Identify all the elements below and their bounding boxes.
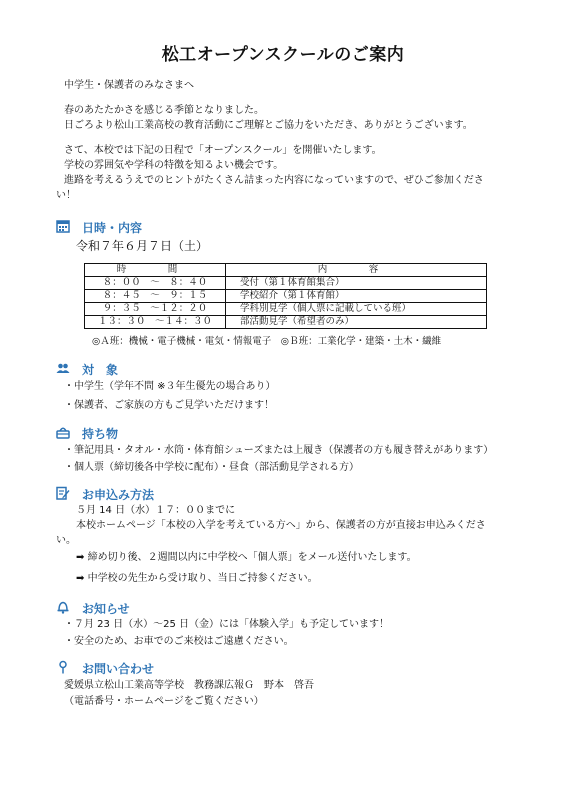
target-item-1: ・中学生（学年不問 ※３年生優先の場合あり） bbox=[64, 381, 276, 392]
apply-heading: お申込み方法 bbox=[82, 488, 155, 502]
body-line-3: 進路を考えるうえでのヒントがたくさん詰まった内容になっていますので、ぜひご参加くださ bbox=[64, 175, 484, 186]
row-time: １３：３０ ～１４：３０ bbox=[85, 316, 226, 329]
body-line-1: さて、本校では下記の日程で「オープンスクール」を開催いたします。 bbox=[64, 145, 382, 156]
notice-item-1: ・７月 23 日（水）～25 日（金）には「体験入学」も予定しています！ bbox=[64, 619, 389, 630]
contact-heading: お問い合わせ bbox=[82, 662, 155, 676]
calendar-icon bbox=[56, 219, 70, 233]
row-content: 学科別見学（個人票に記載している班） bbox=[226, 303, 487, 316]
group-note: ◎Ａ班：機械・電子機械・電気・情報電子 ◎Ｂ班：工業化学・建築・土木・繊維 bbox=[92, 336, 442, 347]
row-time: ８：００ ～ ８：４０ bbox=[85, 277, 226, 290]
row-content: 学校紹介（第１体育館） bbox=[226, 290, 487, 303]
notice-item-2: ・安全のため、お車でのご来校はご遠慮ください。 bbox=[64, 636, 294, 647]
row-time: ９：３５ ～１２：２０ bbox=[85, 303, 226, 316]
arrow-right-icon: ➡ bbox=[76, 573, 85, 584]
bag-icon bbox=[56, 425, 70, 439]
table-row bbox=[85, 316, 487, 329]
apply-step-2: ➡ 中学校の先生から受け取り、当日ご持参ください。 bbox=[76, 573, 318, 584]
intro-line-1: 春のあたたかさを感じる季節となりました。 bbox=[64, 105, 264, 116]
row-content: 受付（第１体育館集合） bbox=[226, 277, 487, 290]
table-row bbox=[85, 303, 487, 316]
header-time: 時 間 bbox=[85, 264, 226, 277]
schedule-heading: 日時・内容 bbox=[82, 221, 143, 235]
form-icon bbox=[56, 486, 70, 500]
belongings-item-1: ・筆記用具・タオル・水筒・体育館シューズまたは上履き（保護者の方も履き替えがあります） bbox=[64, 445, 494, 456]
greeting: 中学生・保護者のみなさまへ bbox=[64, 80, 194, 91]
target-item-2: ・保護者、ご家族の方もご見学いただけます！ bbox=[64, 400, 274, 411]
notice-heading: お知らせ bbox=[82, 602, 130, 616]
table-row bbox=[85, 277, 487, 290]
row-time: ８：４５ ～ ９：１５ bbox=[85, 290, 226, 303]
belongings-heading: 持ち物 bbox=[82, 427, 119, 441]
apply-step-1: ➡ 締め切り後、２週間以内に中学校へ「個人票」をメール送付いたします。 bbox=[76, 552, 417, 563]
intro-line-2: 日ごろより松山工業高校の教育活動にご理解とご協力をいただき、ありがとうございます。 bbox=[64, 120, 473, 131]
row-content: 部活動見学（希望者のみ） bbox=[226, 316, 487, 329]
schedule-table bbox=[84, 263, 487, 329]
pin-icon bbox=[56, 660, 70, 674]
contact-line-1: 愛媛県立松山工業高等学校 教務課広報Ｇ 野本 啓吾 bbox=[64, 680, 314, 691]
body-line-4: い！ bbox=[56, 190, 76, 201]
arrow-right-icon: ➡ bbox=[76, 552, 85, 563]
apply-line-1: 本校ホームページ「本校の入学を考えている方へ」から、保護者の方が直接お申込みくださ bbox=[76, 520, 486, 531]
event-date: 令和７年６月７日（土） bbox=[76, 239, 209, 253]
people-icon bbox=[56, 361, 70, 375]
bell-icon bbox=[56, 600, 70, 614]
target-heading: 対 象 bbox=[82, 363, 119, 377]
table-row bbox=[85, 290, 487, 303]
page-title: 松工オープンスクールのご案内 bbox=[161, 45, 405, 65]
table-header-row bbox=[85, 264, 487, 277]
header-content: 内 容 bbox=[226, 264, 487, 277]
belongings-item-2: ・個人票（締切後各中学校に配布）・昼食（部活動見学される方） bbox=[64, 462, 359, 473]
contact-line-2: （電話番号・ホームページをご覧ください） bbox=[64, 696, 264, 707]
body-line-2: 学校の雰囲気や学科の特徴を知るよい機会です。 bbox=[64, 160, 284, 171]
apply-line-2: い。 bbox=[56, 535, 76, 546]
apply-deadline: ５月 14 日（水）１７：００までに bbox=[76, 505, 236, 516]
